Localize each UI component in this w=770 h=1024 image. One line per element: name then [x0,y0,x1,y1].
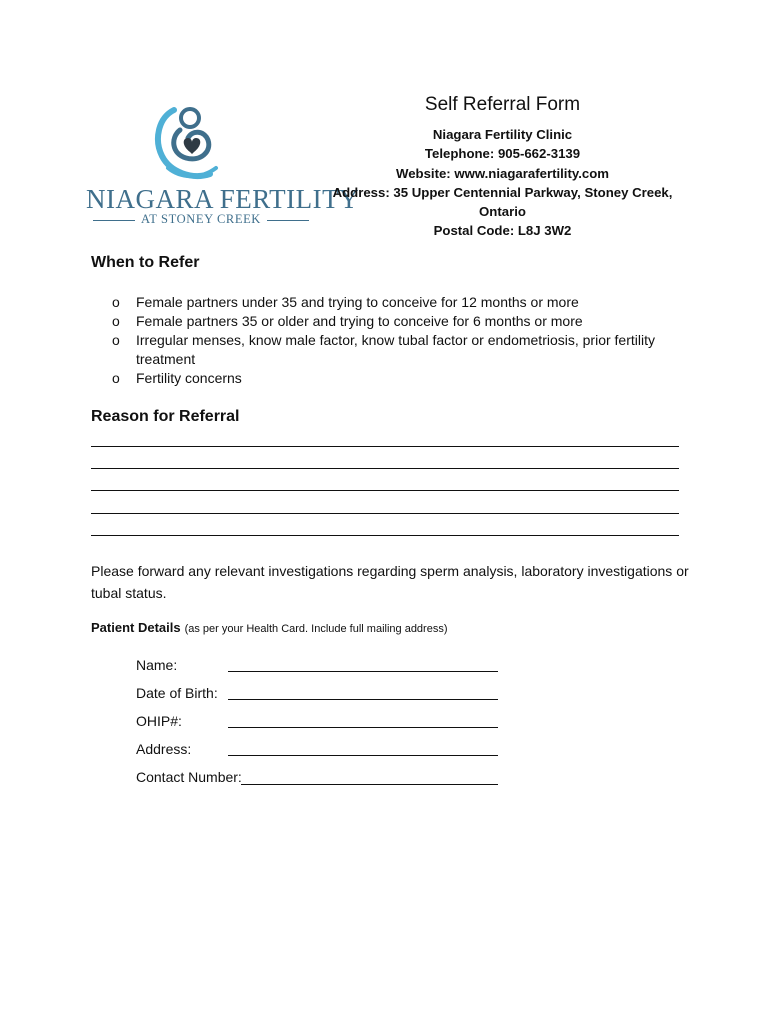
when-to-refer-list [112,293,682,388]
clinic-name: Niagara Fertility Clinic [432,127,573,142]
reason-line-4[interactable] [91,513,679,514]
logo-subtitle-row [86,212,316,227]
address-field[interactable] [228,755,498,756]
name-label: Name: [136,657,178,673]
address-label: Address: [136,741,192,757]
date-of-birth-field[interactable] [228,699,498,700]
contact-number-field[interactable] [241,784,498,785]
logo-rule-right [267,220,309,221]
reason-line-5[interactable] [91,535,679,536]
contact-number-label: Contact Number: [136,769,242,785]
bullet-circle-icon: o [112,313,120,329]
patient-details-note: (as per your Health Card. Include full mailing address) [184,623,448,635]
logo-wordmark: NIAGARA FERTILITY [86,184,360,214]
clinic-website: Website: www.niagarafertility.com [395,165,609,181]
bullet-circle-icon: o [112,332,120,348]
mother-child-logo-icon [146,96,236,184]
bullet-circle-icon: o [112,370,120,386]
reason-line-3[interactable] [91,490,679,491]
list-item: o Fertility concerns [112,370,242,386]
reason-line-1[interactable] [91,446,679,447]
reason-line-2[interactable] [91,468,679,469]
logo-subtitle: AT STONEY CREEK [141,212,261,226]
reason-for-referral-heading: Reason for Referral [91,408,240,425]
clinic-telephone: Telephone: 905-662-3139 [424,146,581,162]
investigations-instructions: Please forward any relevant investigations regarding sperm analysis, laboratory investigations or tubal status. [91,563,689,601]
clinic-logo [86,96,360,236]
patient-details-label: Patient Details [91,620,181,635]
bullet-circle-icon: o [112,294,120,310]
list-item: o Female partners under 35 and trying to conceive for 12 months or more [112,294,579,310]
when-to-refer-heading: When to Refer [91,254,200,271]
patient-details-heading [91,620,448,635]
ohip-label: OHIP#: [136,713,182,729]
clinic-postal-code: Postal Code: L8J 3W2 [433,223,572,239]
clinic-address-line2: Ontario [479,204,526,220]
clinic-header [330,94,675,241]
name-field[interactable] [228,671,498,672]
logo-rule-left [93,220,135,221]
list-item: o Female partners 35 or older and trying to conceive for 6 months or more [112,313,583,329]
clinic-address-line1: Address: 35 Upper Centennial Parkway, Stoney Creek, [332,184,673,200]
list-item: o Irregular menses, know male factor, know tubal factor or endometriosis, prior fertility treatment [112,332,655,367]
ohip-field[interactable] [228,727,498,728]
date-of-birth-label: Date of Birth: [136,685,218,701]
form-title: Self Referral Form [424,94,581,115]
